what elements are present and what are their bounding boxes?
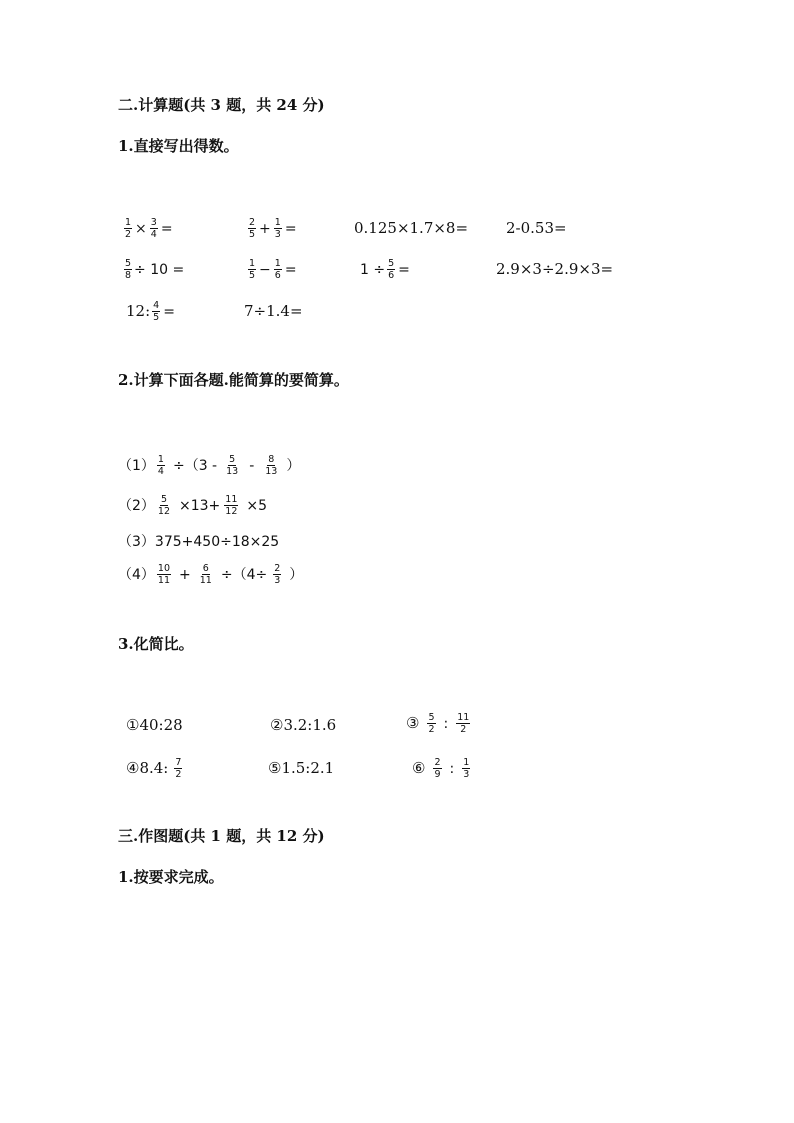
q1-item-c: 0.125×1.7×8=	[354, 219, 469, 237]
q1-item-i: 12: $\frac{4}{5}$ =	[126, 300, 175, 323]
q1-item-h: 2.9×3÷2.9×3=	[496, 260, 614, 278]
fraction: $\frac{5}{13}$	[226, 454, 239, 477]
fraction: $\frac{6}{11}$	[199, 563, 212, 586]
q2-item-3: （3）375+450÷18×25	[118, 534, 280, 550]
fraction: $\frac{1}{5}$	[249, 258, 256, 281]
fraction: $\frac{11}{2}$	[457, 712, 470, 735]
fraction: $\frac{11}{12}$	[225, 494, 238, 517]
fraction: $\frac{1}{3}$	[274, 217, 281, 240]
q1-item-j: 7÷1.4=	[244, 302, 303, 320]
q1-item-d: 2-0.53=	[506, 219, 567, 237]
q1-item-g: 1 ÷ $\frac{5}{6}$ =	[360, 258, 410, 281]
q2-item-1: （1） $\frac{1}{4}$ ÷（3 - $\frac{5}{13}$ - $\frac{8}{13}$ ）	[118, 454, 301, 477]
fraction: $\frac{5}{12}$	[157, 494, 171, 517]
q1-item-f: $\frac{1}{5}$ − $\frac{1}{6}$ =	[249, 258, 297, 281]
q2-item-4: （4） $\frac{10}{11}$ + $\frac{6}{11}$ ÷（4÷ $\frac{2}{3}$ ）	[118, 563, 304, 586]
fraction: $\frac{7}{2}$	[175, 757, 182, 780]
section-calc-title: 二.计算题(共 3 题，共 24 分)	[118, 96, 325, 114]
fraction: $\frac{8}{13}$	[265, 454, 278, 477]
fraction: $\frac{1}{6}$	[274, 258, 281, 281]
section-draw-title: 三.作图题(共 1 题，共 12 分)	[118, 827, 325, 845]
fraction: $\frac{3}{4}$	[150, 217, 157, 240]
q4-title: 1.按要求完成。	[118, 868, 224, 886]
q2-title: 2.计算下面各题.能简算的要简算。	[118, 371, 349, 389]
q1-item-a: $\frac{1}{2}$ × $\frac{3}{4}$ =	[125, 217, 173, 240]
q1-title: 1.直接写出得数。	[118, 137, 239, 155]
q1-item-b: $\frac{2}{5}$ + $\frac{1}{3}$ =	[249, 217, 297, 240]
fraction: $\frac{5}{8}$	[125, 258, 132, 281]
q3-item-2: ②3.2:1.6	[270, 716, 337, 734]
q1-item-e: $\frac{5}{8}$ ÷ 10 =	[125, 258, 185, 281]
fraction: $\frac{5}{6}$	[388, 258, 395, 281]
q3-item-5: ⑤1.5:2.1	[268, 759, 335, 777]
fraction: $\frac{5}{2}$	[428, 712, 435, 735]
fraction: $\frac{1}{3}$	[463, 757, 470, 780]
fraction: $\frac{1}{2}$	[125, 217, 132, 240]
fraction: $\frac{10}{11}$	[157, 563, 171, 586]
q2-item-2: （2） $\frac{5}{12}$ ×13+ $\frac{11}{12}$ ×5	[118, 494, 268, 517]
fraction: $\frac{1}{4}$	[157, 454, 164, 477]
fraction: $\frac{4}{5}$	[153, 300, 160, 323]
q3-title: 3.化简比。	[118, 635, 194, 653]
q3-item-1: ①40:28	[126, 716, 183, 734]
q3-item-6: ⑥ $\frac{2}{9}$ : $\frac{1}{3}$	[412, 757, 470, 780]
fraction: $\frac{2}{5}$	[249, 217, 256, 240]
fraction: $\frac{2}{3}$	[274, 563, 281, 586]
q3-item-3: ③ $\frac{5}{2}$ : $\frac{11}{2}$	[406, 712, 470, 735]
q3-item-4: ④8.4: $\frac{7}{2}$	[126, 757, 182, 780]
fraction: $\frac{2}{9}$	[434, 757, 441, 780]
